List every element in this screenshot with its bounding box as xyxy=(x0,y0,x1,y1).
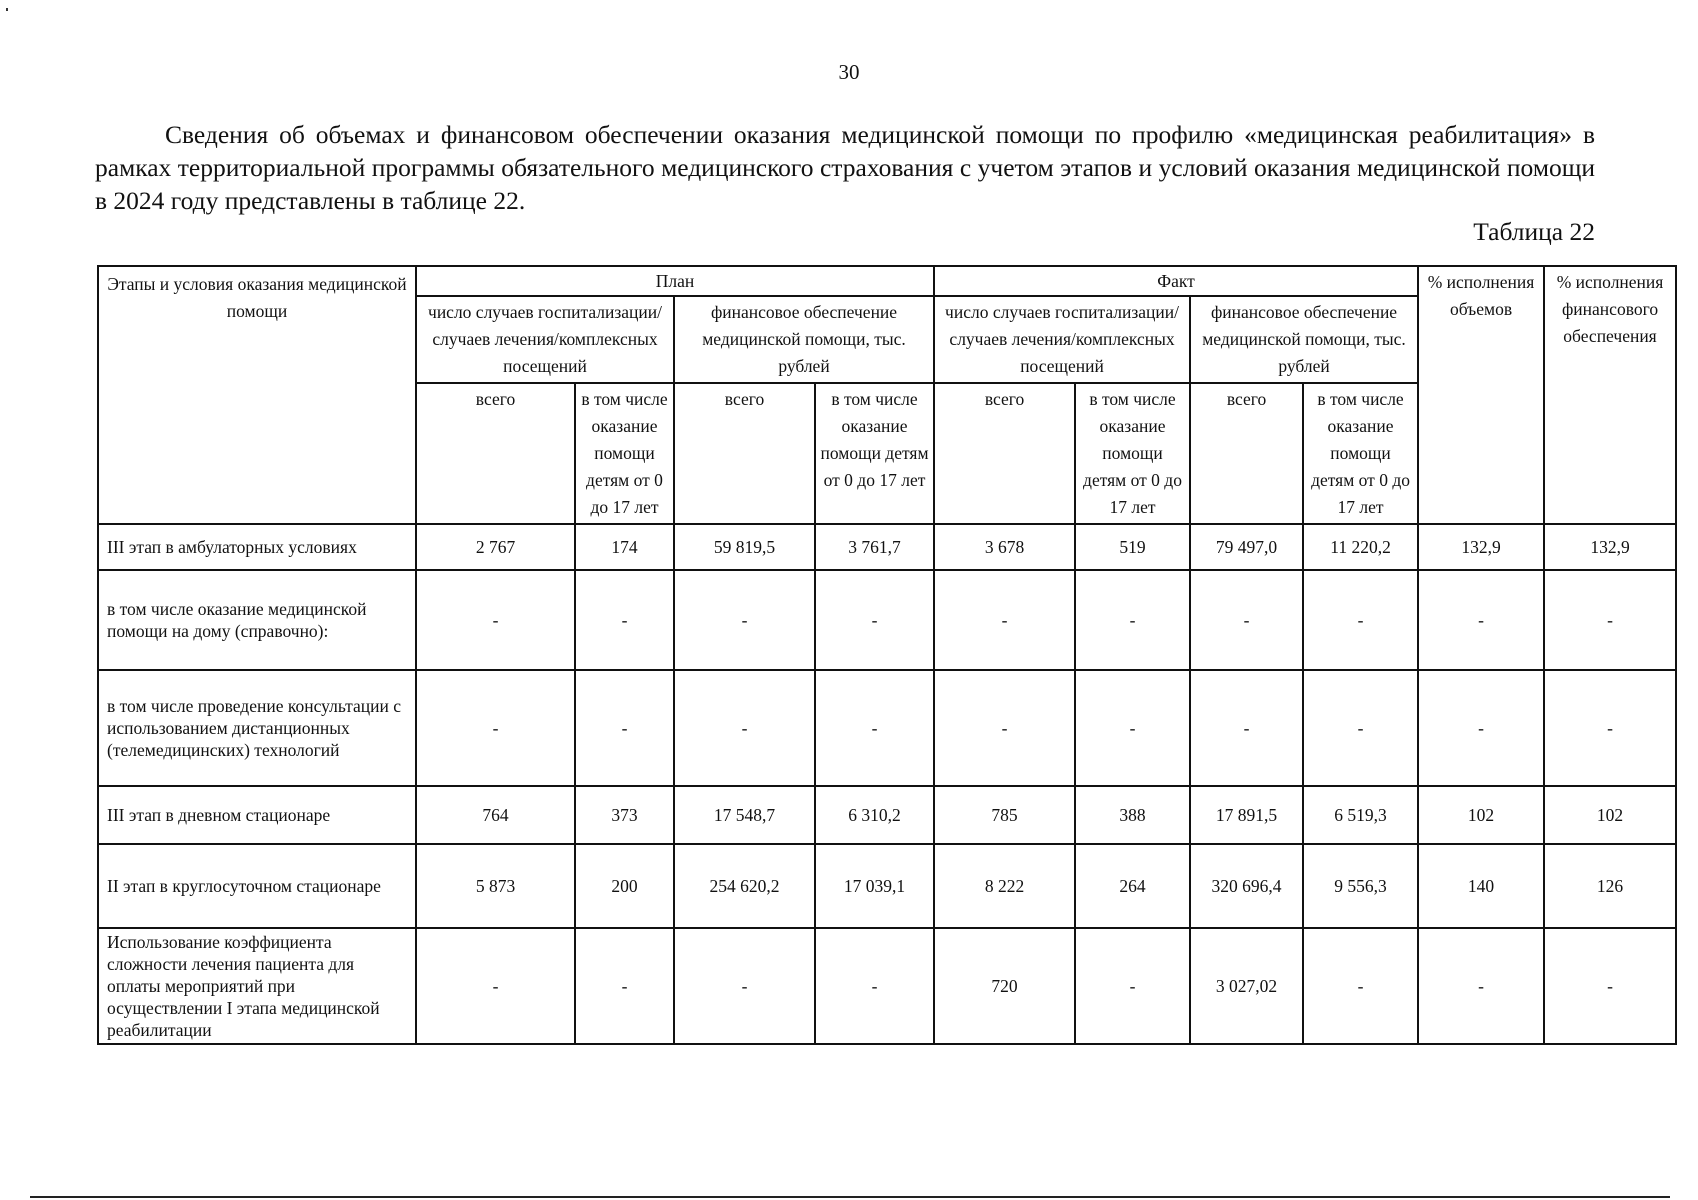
intro-paragraph: Сведения об объемах и финансовом обеспечении оказания медицинской помощи по профилю «медицинская реабилитация» в рамках территориальной программы обязательного медицинского страхования с учетом этапов и условий оказания медицинской помощи в 2024 году представлены в таблице 22. xyxy=(95,120,1595,215)
header-children: в том числе оказание помощи детям от 0 до 17 лет xyxy=(1075,383,1190,524)
table-row xyxy=(98,670,1676,786)
table-row xyxy=(98,786,1676,844)
table-cell: - xyxy=(416,570,575,670)
table-cell: - xyxy=(416,928,575,1044)
table-cell: 764 xyxy=(416,786,575,844)
table-cell: 785 xyxy=(934,786,1075,844)
table-cell: 3 678 xyxy=(934,524,1075,570)
table-cell: - xyxy=(934,670,1075,786)
table-cell: 388 xyxy=(1075,786,1190,844)
bottom-rule xyxy=(30,1196,1670,1198)
table-cell: - xyxy=(1190,570,1303,670)
table-cell: 102 xyxy=(1418,786,1544,844)
table-cell: 132,9 xyxy=(1418,524,1544,570)
table-cell: - xyxy=(815,670,934,786)
table-cell: 9 556,3 xyxy=(1303,844,1418,928)
header-children: в том числе оказание помощи детям от 0 до 17 лет xyxy=(1303,383,1418,524)
row-stage-label: Использование коэффициента сложности лечения пациента для оплаты мероприятий при осуществлении I этапа медицинской реабилитации xyxy=(98,928,416,1044)
row-stage-label: в том числе проведение консультации с использованием дистанционных (телемедицинских) технологий xyxy=(98,670,416,786)
table-cell: 720 xyxy=(934,928,1075,1044)
table-cell: 320 696,4 xyxy=(1190,844,1303,928)
table-cell: 132,9 xyxy=(1544,524,1676,570)
header-total: всего xyxy=(416,383,575,524)
table-cell: 254 620,2 xyxy=(674,844,815,928)
table-cell: - xyxy=(674,670,815,786)
table-cell: - xyxy=(1418,928,1544,1044)
table-cell: 6 519,3 xyxy=(1303,786,1418,844)
table-cell: 17 548,7 xyxy=(674,786,815,844)
table-cell: - xyxy=(1303,570,1418,670)
table-cell: - xyxy=(575,570,674,670)
row-stage-label: III этап в амбулаторных условиях xyxy=(98,524,416,570)
page-number: 30 xyxy=(838,60,860,84)
table-cell: - xyxy=(1075,928,1190,1044)
header-row-1 xyxy=(98,266,1676,296)
header-total: всего xyxy=(934,383,1075,524)
table-cell: 8 222 xyxy=(934,844,1075,928)
header-children: в том числе оказание помощи детям от 0 до 17 лет xyxy=(575,383,674,524)
table-cell: 5 873 xyxy=(416,844,575,928)
header-total: всего xyxy=(674,383,815,524)
table-cell: 174 xyxy=(575,524,674,570)
table-cell: - xyxy=(1075,670,1190,786)
header-pct-finance: % исполнения финансового обеспечения xyxy=(1544,266,1676,524)
table-cell: 200 xyxy=(575,844,674,928)
header-plan-cases: число случаев госпитализации/случаев лечения/комплексных посещений xyxy=(416,296,674,383)
header-stage: Этапы и условия оказания медицинской помощи xyxy=(98,266,416,524)
table-cell: 126 xyxy=(1544,844,1676,928)
table-cell: 140 xyxy=(1418,844,1544,928)
table-cell: - xyxy=(1303,928,1418,1044)
table-row xyxy=(98,524,1676,570)
table-cell: - xyxy=(575,670,674,786)
header-children: в том числе оказание помощи детям от 0 до 17 лет xyxy=(815,383,934,524)
table-cell: - xyxy=(1418,670,1544,786)
table-row xyxy=(98,844,1676,928)
table-cell: - xyxy=(1544,670,1676,786)
table-cell: 79 497,0 xyxy=(1190,524,1303,570)
table-cell: 17 891,5 xyxy=(1190,786,1303,844)
table-cell: 2 767 xyxy=(416,524,575,570)
header-total: всего xyxy=(1190,383,1303,524)
table-cell: - xyxy=(674,570,815,670)
table-cell: 3 027,02 xyxy=(1190,928,1303,1044)
header-fact-cases: число случаев госпитализации/случаев лечения/комплексных посещений xyxy=(934,296,1190,383)
header-plan: План xyxy=(416,266,934,296)
row-stage-label: в том числе оказание медицинской помощи на дому (справочно): xyxy=(98,570,416,670)
table-cell: 6 310,2 xyxy=(815,786,934,844)
table-body xyxy=(98,524,1676,1044)
table-cell: 102 xyxy=(1544,786,1676,844)
row-stage-label: III этап в дневном стационаре xyxy=(98,786,416,844)
table-cell: 519 xyxy=(1075,524,1190,570)
data-table xyxy=(97,265,1677,1045)
table-cell: - xyxy=(1303,670,1418,786)
table-cell: - xyxy=(815,928,934,1044)
table-cell: - xyxy=(1544,928,1676,1044)
header-plan-finance: финансовое обеспечение медицинской помощи, тыс. рублей xyxy=(674,296,934,383)
table-cell: - xyxy=(674,928,815,1044)
table-row xyxy=(98,928,1676,1044)
table-cell: - xyxy=(1075,570,1190,670)
table-cell: 17 039,1 xyxy=(815,844,934,928)
header-fact-finance: финансовое обеспечение медицинской помощи, тыс. рублей xyxy=(1190,296,1418,383)
table-cell: - xyxy=(416,670,575,786)
table-cell: - xyxy=(1418,570,1544,670)
table-cell: - xyxy=(575,928,674,1044)
table-cell: - xyxy=(1544,570,1676,670)
header-fact: Факт xyxy=(934,266,1418,296)
header-pct-volume: % исполнения объемов xyxy=(1418,266,1544,524)
scan-mark xyxy=(6,8,8,11)
table-cell: - xyxy=(934,570,1075,670)
table-cell: 373 xyxy=(575,786,674,844)
table-caption: Таблица 22 xyxy=(1473,217,1595,246)
table-cell: - xyxy=(1190,670,1303,786)
row-stage-label: II этап в круглосуточном стационаре xyxy=(98,844,416,928)
table-cell: 264 xyxy=(1075,844,1190,928)
table-cell: 3 761,7 xyxy=(815,524,934,570)
table-cell: - xyxy=(815,570,934,670)
table-row xyxy=(98,570,1676,670)
table-cell: 59 819,5 xyxy=(674,524,815,570)
table-cell: 11 220,2 xyxy=(1303,524,1418,570)
